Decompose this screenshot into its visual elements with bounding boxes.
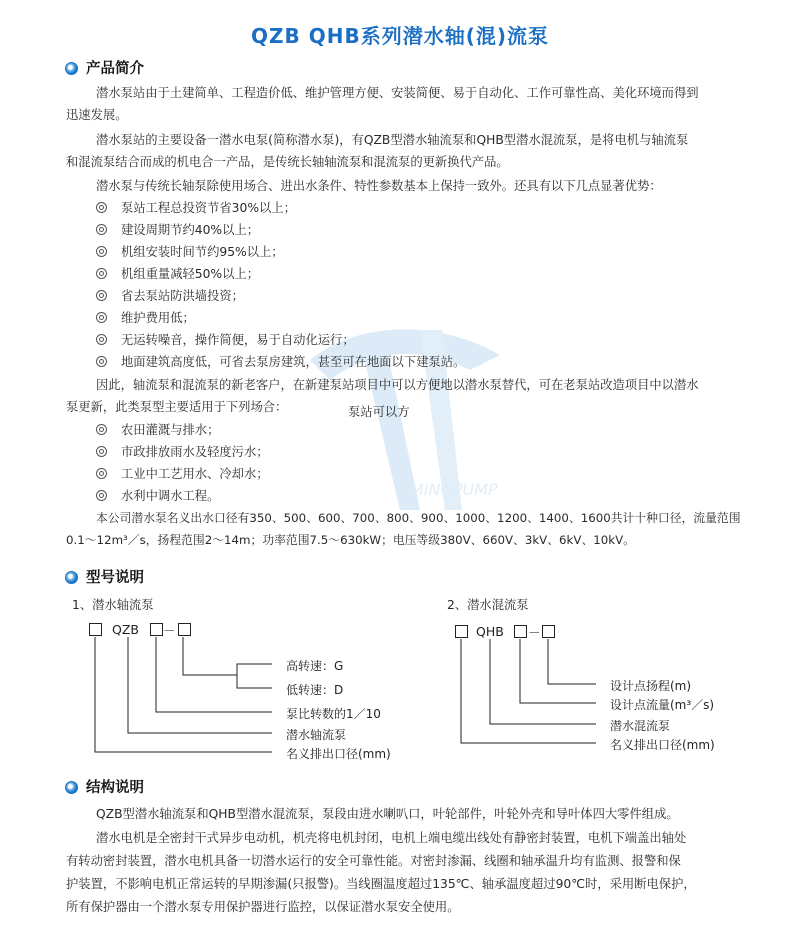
list-item: 机组安装时间节约95%以上； bbox=[96, 242, 284, 260]
structure-para1: QZB型潜水轴流泵和QHB型潜水混流泵，泵段由进水喇叭口，叶轮部件，叶轮外壳和导叶体四大零件组成。 bbox=[96, 807, 679, 821]
structure-heading: 结构说明 bbox=[86, 780, 144, 796]
qzb-label-caliber: 名义排出口径(mm) bbox=[286, 747, 391, 761]
intro-heading: 产品简介 bbox=[86, 61, 144, 77]
structure-para2-line4: 所有保护器由一个潜水泵专用保护器进行监控，以保证潜水泵安全使用。 bbox=[66, 900, 460, 914]
list-item: 泵站工程总投资节省30%以上； bbox=[96, 198, 296, 216]
qhb-label-caliber: 名义排出口径(mm) bbox=[610, 738, 715, 752]
intro-para4-extra: 泵站可以方 bbox=[348, 405, 410, 419]
qhb-label-type: 潜水混流泵 bbox=[610, 719, 671, 733]
list-item: 农田灌溉与排水； bbox=[96, 420, 219, 438]
qzb-label-low-speed: 低转速：D bbox=[286, 683, 344, 697]
list-item: 无运转噪音，操作简便，易于自动化运行； bbox=[96, 330, 355, 348]
list-item: 市政排放雨水及轻度污水； bbox=[96, 442, 269, 460]
structure-para2-line2: 有转动密封装置，潜水电机具备一切潜水运行的安全可靠性能。对密封渗漏、线圈和轴承温升均有监测、报警和保 bbox=[66, 854, 681, 868]
intro-para4-line2: 泵更新，此类泵型主要适用于下列场合： bbox=[66, 400, 288, 414]
qhb-label-flow: 设计点流量(m³／s) bbox=[610, 698, 715, 712]
qhb-code: QHB bbox=[476, 624, 504, 639]
page-title: QZB QHB系列潜水轴(混)流泵 bbox=[251, 24, 549, 48]
intro-para2-line1: 潜水泵站的主要设备一潜水电泵(简称潜水泵)，有QZB型潜水轴流泵和QHB型潜水混流泵，是将电机与轴流泵 bbox=[96, 133, 689, 147]
intro-para2-line2: 和混流泵结合而成的机电合一产品，是传统长轴轴流泵和混流泵的更新换代产品。 bbox=[66, 155, 509, 169]
intro-para5-line1: 本公司潜水泵名义出水口径有350、500、600、700、800、900、1000、1200、1400、1600共计十种口径，流量范围 bbox=[96, 511, 741, 525]
list-item: 维护费用低； bbox=[96, 308, 195, 326]
intro-para1-line1: 潜水泵站由于土建简单、工程造价低、维护管理方便、安装简便、易于自动化、工作可靠性高、美化环境而得到 bbox=[96, 86, 699, 100]
structure-para2-line3: 护装置，不影响电机正常运转的早期渗漏(只报警)。当线圈温度超过135℃、轴承温度超过90℃时，采用断电保护， bbox=[66, 877, 696, 891]
qhb-heading: 2、潜水混流泵 bbox=[447, 598, 529, 612]
intro-para4-line1: 因此，轴流泵和混流泵的新老客户，在新建泵站项目中可以方便地以潜水泵替代，可在老泵站改造项目中以潜水 bbox=[96, 378, 699, 392]
intro-para3: 潜水泵与传统长轴泵除使用场合、进出水条件、特性参数基本上保持一致外。还具有以下几点显著优势： bbox=[96, 179, 662, 193]
qzb-dash: － bbox=[163, 623, 176, 638]
list-item: 水利中调水工程。 bbox=[96, 486, 219, 504]
list-item: 地面建筑高度低，可省去泵房建筑，甚至可在地面以下建泵站。 bbox=[96, 352, 465, 370]
intro-para1-line2: 迅速发展。 bbox=[66, 108, 128, 122]
qzb-heading: 1、潜水轴流泵 bbox=[72, 598, 154, 612]
list-item: 工业中工艺用水、冷却水； bbox=[96, 464, 269, 482]
intro-para5-line2: 0.1～12m³／s，扬程范围2～14m；功率范围7.5～630kW；电压等级380V、660V、3kV、6kV、10kV。 bbox=[66, 533, 635, 547]
list-item: 机组重量减轻50%以上； bbox=[96, 264, 259, 282]
model-heading: 型号说明 bbox=[86, 570, 144, 586]
qzb-label-type: 潜水轴流泵 bbox=[286, 728, 347, 742]
qzb-label-speed-ratio: 泵比转数的1／10 bbox=[286, 707, 381, 721]
structure-para2-line1: 潜水电机是全密封干式异步电动机，机壳将电机封闭，电机上端电缆出线处有静密封装置，电机下端盖出轴处 bbox=[96, 831, 687, 845]
qzb-code: QZB bbox=[112, 622, 139, 637]
list-item: 建设周期节约40%以上； bbox=[96, 220, 259, 238]
svg-text:MINGPUMP: MINGPUMP bbox=[410, 480, 498, 499]
qhb-label-head: 设计点扬程(m) bbox=[610, 679, 692, 693]
list-item: 省去泵站防洪墙投资； bbox=[96, 286, 244, 304]
qhb-dash: － bbox=[528, 625, 541, 640]
section-bullet-icon bbox=[65, 781, 78, 794]
qzb-label-high-speed: 高转速：G bbox=[286, 659, 344, 673]
